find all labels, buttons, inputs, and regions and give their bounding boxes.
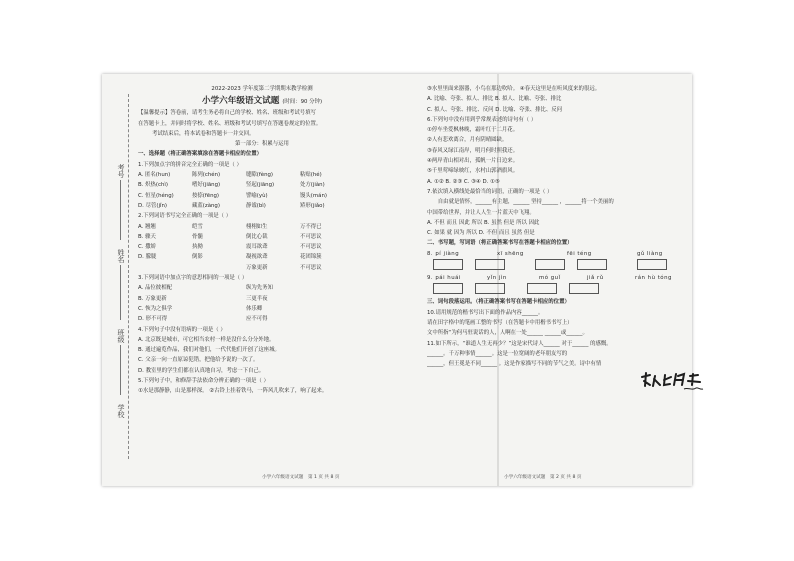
question-10: 10.请用规范的楷书写出下面的作品内容______。 [427,309,544,316]
q3-option-b: B. 万象更新 三更半夜 [138,295,268,302]
exam-sheet [102,74,692,486]
q3-option-a: A. 品位彼相配 纵为先务知 [138,285,273,292]
text-line: A. 比喻、夸张、拟人、排比 B. 拟人、比喻、夸张、排比 [427,96,562,103]
answer-box[interactable] [527,283,557,294]
right-page-footer: 小学六年级语文试题 第 2 页 共 8 页 [504,475,582,480]
answer-box-row [427,283,689,297]
answer-box[interactable] [569,283,599,294]
text-line: 中国带给世界，并让人人生一片蓝天中飞翔。 [427,209,535,216]
text-line: A. 不但 而且 因此 所以 B. 虽然 但是 所以 因此 [427,219,540,226]
q5-option: ①水是那静静，山是那样深。 ②古铃上挂着铁马，一阵风儿吹来了，响了起来。 [138,388,328,395]
text-line: C. 如果 就 因为 所以 D. 不但 而且 虽然 但是 [427,230,535,237]
time-limit: (时间：90 分钟) [282,99,323,106]
q4-option: C. 父亲一向一直原谅犯错，把他给予说的一次了。 [138,357,259,364]
binding-label-name: 姓名 [117,249,125,263]
q2-options-c: C. 撒娇 执拗 震耳欲聋 不可思议 [138,244,322,251]
section-heading: 三、词句段落运用。（将正确答案书写在答题卡相应的位置） [427,299,570,306]
text-line: ①停车坐爱枫林晚，霜叶红于二月花。 [427,127,519,134]
part-heading: 第一部分：积累与运用 [235,141,289,148]
pinyin-row-9: 9. pái huái yǐn jìn mó guǐ jiǎ rǔ rán hù tóng [427,275,672,282]
q4-option: B. 通过遍览作品，我们对他们，一代代他们开创了这座城。 [138,347,280,354]
q4-option: A. 北京既是城市，可它相当农村一样是没什么分分外地。 [138,336,275,343]
q1-options-d: D. 尽管(jǐn) 藏蓝(zàng) 静谧(bì) 矫形(jiǎo) [138,202,325,209]
q3-option-d: D. 形不可得 应不可得 [138,316,268,323]
q1-options-b: B. 炽热(chì) 嗜好(jiāng) 竖起(jiāng) 处方(jiàn) [138,182,325,189]
q2-options-a: A. 翘翘 皑雪 栩栩如生 万不得已 [138,223,322,230]
note-line: 在答题卡上，并同时将学校、姓名、班级和考试号填写在答题卷规定的位置。 [138,120,322,127]
question-11: 11.如下所示，“谁道人生无再少？”这是宋代诗人______ 对于______ 的感慨。 [427,340,612,347]
question-1: 1.下列加点字的拼音完全正确的一项是（ ） [138,161,242,168]
text-line: C. 拟人、夸张、排比、反问 D. 比喻、夸张、排比、反问 [427,106,563,113]
answer-box[interactable] [433,283,463,294]
left-page [138,84,386,397]
text-line: ⑤千里莺啼绿映红，水村山郭酒旗风。 [427,168,519,175]
answer-box[interactable] [433,259,463,270]
text-line: A. ①② B. ②③ C. ③④ D. ①⑤ [427,178,500,185]
exam-title [138,94,386,108]
answer-box[interactable] [475,283,505,294]
binding-label-kaohao: 考号 [117,164,125,178]
text-line: ④两岸青山相对出，孤帆一片日边来。 [427,158,519,165]
text-line: 文中所指“为何马驻说话的人，人啊在一处______ ______或______。 [427,330,588,337]
binding-margin [102,74,132,486]
binding-line [120,345,121,395]
pinyin-row-8: 8. pí jiàng xī shēng fēi téng gǔ liàng [427,250,663,257]
answer-box[interactable] [637,259,667,270]
binding-label-school: 学校 [117,404,125,418]
exam-header: 2022-2023 学年度第二学期期末教学检测 [211,86,313,92]
answer-box[interactable] [475,259,505,270]
text-line: ③水里里面来器器，小鸟在那边吹哈。 ④春天这里是在听风度来的很远。 [427,86,601,92]
binding-line [120,180,121,240]
text-line: 自由就是情怀，______有主题，______ 坚持______ ，______将一个美丽的 [427,199,614,206]
note-line: 考试结束后，将本试卷和答题卡一并交回。 [152,130,255,137]
question-4: 4.下列句子中没有语病的一项是（ ） [138,326,226,333]
question-2: 2.下列词语书写完全正确的一项是（ ） [138,213,232,220]
section-heading: 一、选择题（将正确答案填涂在答题卡相应的位置） [138,151,262,158]
q4-option: D. 教室里的学生们都在认真地自习，考虑一下自己。 [138,367,265,374]
title-text: 小学六年级语文试题 [201,96,280,107]
q3-option-c: C. 恢为之俱学 体乐卿 [138,305,263,312]
right-page [427,84,689,369]
text-line: ②人有悲欢离合，月有阴晴圆缺。 [427,137,508,144]
q1-options-c: C. 恒星(héng) 按捺(fēng) 譬喻(yù) 馒头(mán) [138,192,327,199]
question-5: 5.下列句子中，和修辞手法依命分辨正确的一项是（ ） [138,378,269,385]
question-7: 7.依次填入横线处最恰当的词语，正确的一项是（ ） [427,188,553,195]
text-line: ③春风又绿江南岸，明月何时照我还。 [427,147,519,154]
text-line: ______。千万种事情______。这是一位宽阔的老年朋友写的 [427,350,568,357]
q1-options-a: A. 匿名(hun) 陈列(chén) 缝隙(fèng) 粘贴(hé) [138,172,322,179]
q2-options-extra: 万象更新 不可思议 [246,264,322,271]
answer-box[interactable] [535,259,565,270]
binding-label-class: 班级 [117,329,125,343]
section-heading: 二、书写题，写词语（将正确答案书写在答题卡相应的位置） [427,240,573,247]
q2-options-b: B. 骤天 骨髓 倒比心裁 不可思议 [138,233,322,240]
question-3: 3.下列词语中加点字的意思相同的一项是（ ） [138,275,248,282]
binding-line [120,265,121,320]
question-6: 6.下列句中没有用到乎常规表述的诗句有（ ） [427,116,537,123]
binding-dash-line [128,94,129,459]
answer-box[interactable] [577,259,607,270]
note-line: 【温馨提示】答卷前，请考生务必将自己的学校、姓名、班级和考试号填写 [138,110,316,117]
text-line: 请在田字格中的笔画工整的书写（在答题卡中用楷书书写上） [427,319,573,326]
answer-box-row [427,259,689,273]
calligraphy-signature [638,370,708,396]
text-line: ______，但王冕是不同______ 。这是作家描写不同的节气之美。诗中有情 [427,361,602,368]
left-page-footer: 小学六年级语文试题 第 1 页 共 8 页 [262,475,340,480]
q2-options-d: D. 朦胧 倒影 凝视欲聋 花团锦簇 [138,254,322,261]
